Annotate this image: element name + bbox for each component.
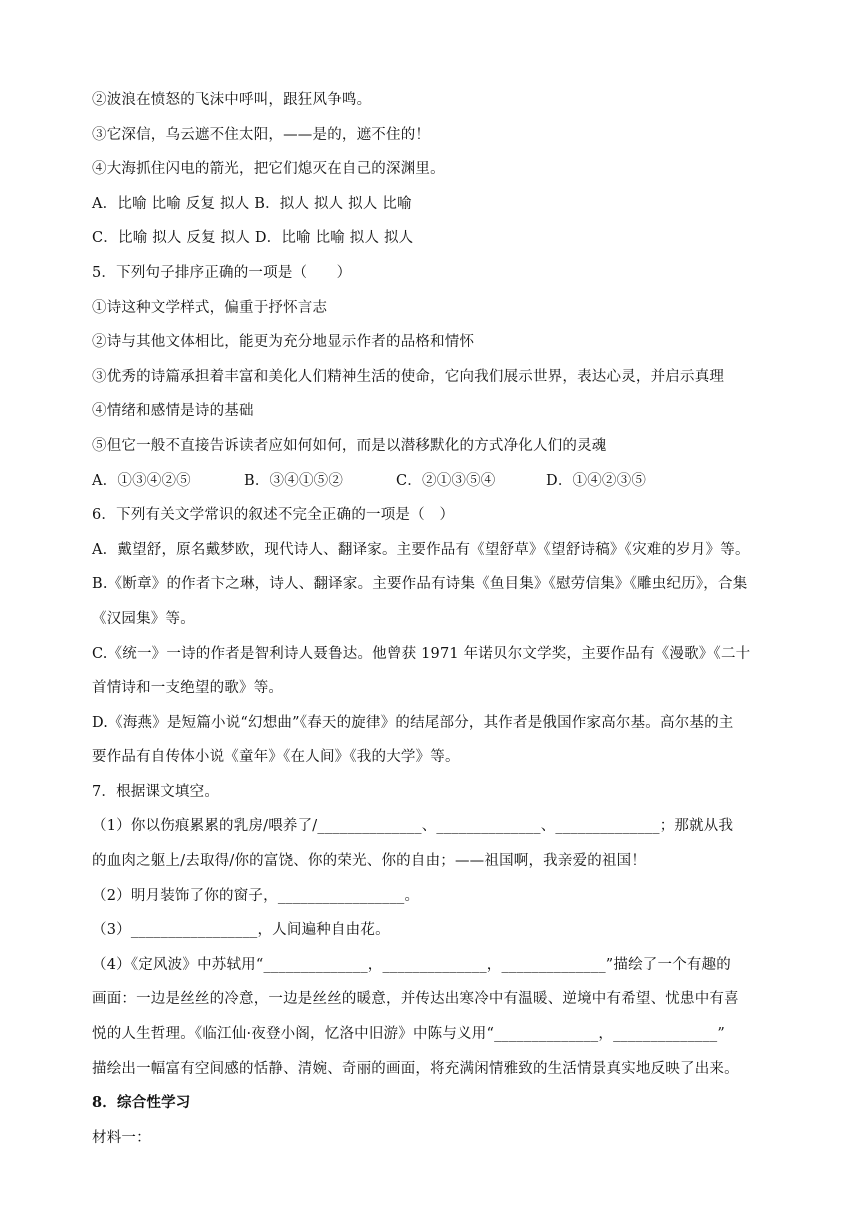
q5-stem: 5．下列句子排序正确的一项是（ ） <box>92 264 352 281</box>
q7-item2: （2）明月装饰了你的窗子，_________________。 <box>92 887 420 904</box>
q7-item1-line1: （1）你以伤痕累累的乳房/喂养了/______________、______________、______________；那就从我 <box>92 818 734 835</box>
q7-item4-line2: 画面：一边是丝丝的冷意，一边是丝丝的暖意，并传达出寒冷中有温暖、逆境中有希望、忧患中有喜 <box>92 991 739 1008</box>
q6-option-d-line2: 要作品有自传体小说《童年》《在人间》《我的大学》等。 <box>92 749 460 766</box>
q6-option-d-line1: D.《海燕》是短篇小说“幻想曲”《春天的旋律》的结尾部分，其作者是俄国作家高尔基。高尔基的主 <box>92 714 734 731</box>
q5-sentence-5: ⑤但它一般不直接告诉读者应如何如何，而是以潜移默化的方式净化人们的灵魂 <box>92 437 607 454</box>
q5-sentence-4: ④情绪和感情是诗的基础 <box>92 403 254 420</box>
q8-heading: 8．综合性学习 <box>92 1094 191 1112</box>
q5-option-c: C．②①③⑤④ <box>396 472 496 489</box>
q7-item3: （3）_________________，人间遍种自由花。 <box>92 922 390 939</box>
q4-sentence-2: ②波浪在愤怒的飞沫中呼叫，跟狂风争鸣。 <box>92 92 372 108</box>
document-page <box>92 88 772 1160</box>
q8-material-1-label: 材料一： <box>92 1129 151 1146</box>
q6-option-c-line2: 首情诗和一支绝望的歌》等。 <box>92 680 284 697</box>
q4-sentence-3: ③它深信，乌云遮不住太阳，——是的，遮不住的！ <box>92 126 431 143</box>
q5-option-a: A．①③④②⑤ <box>92 472 191 489</box>
q4-sentence-4: ④大海抓住闪电的箭光，把它们熄灭在自己的深渊里。 <box>92 161 445 178</box>
q6-option-a: A．戴望舒，原名戴梦欧，现代诗人、翻译家。主要作品有《望舒草》《望舒诗稿》《灾难的岁月》等。 <box>92 541 750 558</box>
q7-item1-line2: 的血肉之躯上/去取得/你的富饶、你的荣光、你的自由；——祖国啊，我亲爱的祖国！ <box>92 853 647 870</box>
q4-options-cd: C．比喻 拟人 反复 拟人 D．比喻 比喻 拟人 拟人 <box>92 230 414 247</box>
q6-option-b-line1: B.《断章》的作者卞之琳，诗人、翻译家。主要作品有诗集《鱼目集》《慰劳信集》《雕虫纪历》，合集 <box>92 576 748 593</box>
q7-item4-line1: （4）《定风波》中苏轼用“______________，______________，______________”描绘了一个有趣的 <box>92 956 731 973</box>
q6-stem: 6．下列有关文学常识的叙述不完全正确的一项是（ ） <box>92 507 455 524</box>
q5-options <box>92 469 772 504</box>
q6-option-b-line2: 《汉园集》等。 <box>92 610 195 627</box>
q5-sentence-2: ②诗与其他文体相比，能更为充分地显示作者的品格和情怀 <box>92 334 475 351</box>
q4-options-ab: A．比喻 比喻 反复 拟人 B．拟人 拟人 拟人 比喻 <box>92 195 412 212</box>
q5-sentence-1: ①诗这种文学样式，偏重于抒怀言志 <box>92 299 328 316</box>
q5-option-b: B．③④①⑤② <box>244 472 344 489</box>
q7-item4-line3: 悦的人生哲理。《临江仙·夜登小阁，忆洛中旧游》中陈与义用“______________，______________” <box>92 1026 725 1043</box>
q7-item4-line4: 描绘出一幅富有空间感的恬静、清婉、奇丽的画面，将充满闲情雅致的生活情景真实地反映了出来。 <box>92 1060 739 1077</box>
q7-stem: 7．根据课文填空。 <box>92 783 220 800</box>
q6-option-c-line1: C.《统一》一诗的作者是智利诗人聂鲁达。他曾获 1971 年诺贝尔文学奖，主要作品有《漫歌》《二十 <box>92 645 751 662</box>
q5-option-d: D．①④②③⑤ <box>546 472 647 489</box>
q5-sentence-3: ③优秀的诗篇承担着丰富和美化人们精神生活的使命，它向我们展示世界，表达心灵，并启示真理 <box>92 368 725 385</box>
